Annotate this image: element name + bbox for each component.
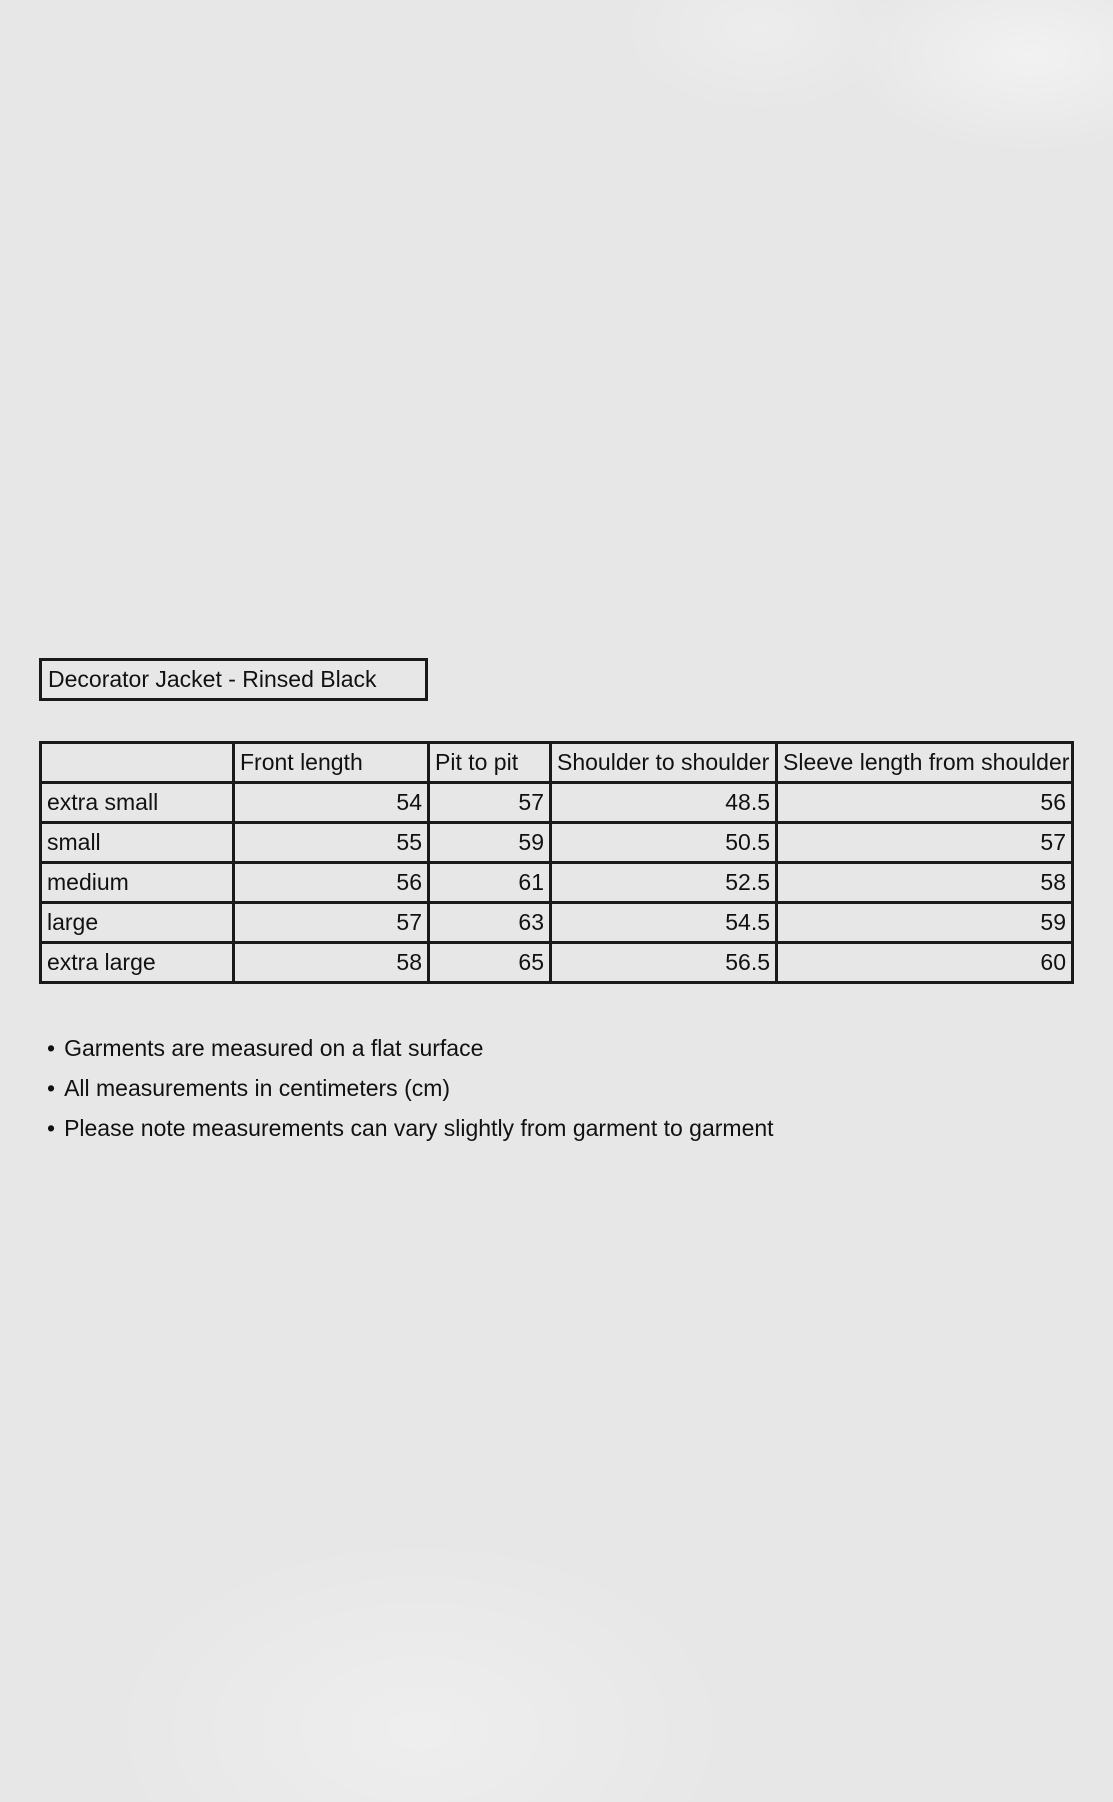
measurement-cell: 54 xyxy=(234,783,429,823)
bullet-marker: • xyxy=(47,1114,56,1141)
note-item xyxy=(47,1068,774,1108)
measurement-cell: 52.5 xyxy=(551,863,777,903)
measurement-cell: 57 xyxy=(777,823,1073,863)
measurement-cell: 60 xyxy=(777,943,1073,983)
measurement-cell: 59 xyxy=(777,903,1073,943)
measurement-cell: 48.5 xyxy=(551,783,777,823)
measurement-cell: 54.5 xyxy=(551,903,777,943)
row-label: extra small xyxy=(41,783,234,823)
note-item xyxy=(47,1108,774,1148)
measurement-cell: 56 xyxy=(777,783,1073,823)
measurement-cell: 58 xyxy=(234,943,429,983)
measurement-cell: 57 xyxy=(234,903,429,943)
measurement-cell: 61 xyxy=(429,863,551,903)
note-text: All measurements in centimeters (cm) xyxy=(64,1074,451,1101)
size-chart-table xyxy=(39,741,1074,984)
row-label: large xyxy=(41,903,234,943)
note-text: Please note measurements can vary slightly from garment to garment xyxy=(64,1114,774,1141)
product-title-box xyxy=(39,658,428,701)
header-row xyxy=(41,743,1073,783)
bullet-marker: • xyxy=(47,1074,56,1101)
column-header-front-length: Front length xyxy=(234,743,429,783)
size-row-extra-small xyxy=(41,783,1073,823)
row-label: extra large xyxy=(41,943,234,983)
measurement-cell: 56 xyxy=(234,863,429,903)
measurement-cell: 65 xyxy=(429,943,551,983)
note-item xyxy=(47,1028,774,1068)
measurement-cell: 55 xyxy=(234,823,429,863)
row-label: medium xyxy=(41,863,234,903)
measurement-cell: 57 xyxy=(429,783,551,823)
column-header-pit-to-pit: Pit to pit xyxy=(429,743,551,783)
measurement-cell: 56.5 xyxy=(551,943,777,983)
row-label: small xyxy=(41,823,234,863)
column-header-shoulder-to-shoulder: Shoulder to shoulder xyxy=(551,743,777,783)
product-title: Decorator Jacket - Rinsed Black xyxy=(48,666,377,692)
measurement-cell: 63 xyxy=(429,903,551,943)
corner-header-cell xyxy=(41,743,234,783)
measurement-cell: 59 xyxy=(429,823,551,863)
column-header-sleeve-length: Sleeve length from shoulder xyxy=(777,743,1073,783)
size-row-large xyxy=(41,903,1073,943)
notes-list xyxy=(47,1028,774,1148)
size-row-medium xyxy=(41,863,1073,903)
size-row-extra-large xyxy=(41,943,1073,983)
measurement-cell: 58 xyxy=(777,863,1073,903)
size-row-small xyxy=(41,823,1073,863)
measurement-cell: 50.5 xyxy=(551,823,777,863)
bullet-marker: • xyxy=(47,1034,56,1061)
note-text: Garments are measured on a flat surface xyxy=(64,1034,484,1061)
